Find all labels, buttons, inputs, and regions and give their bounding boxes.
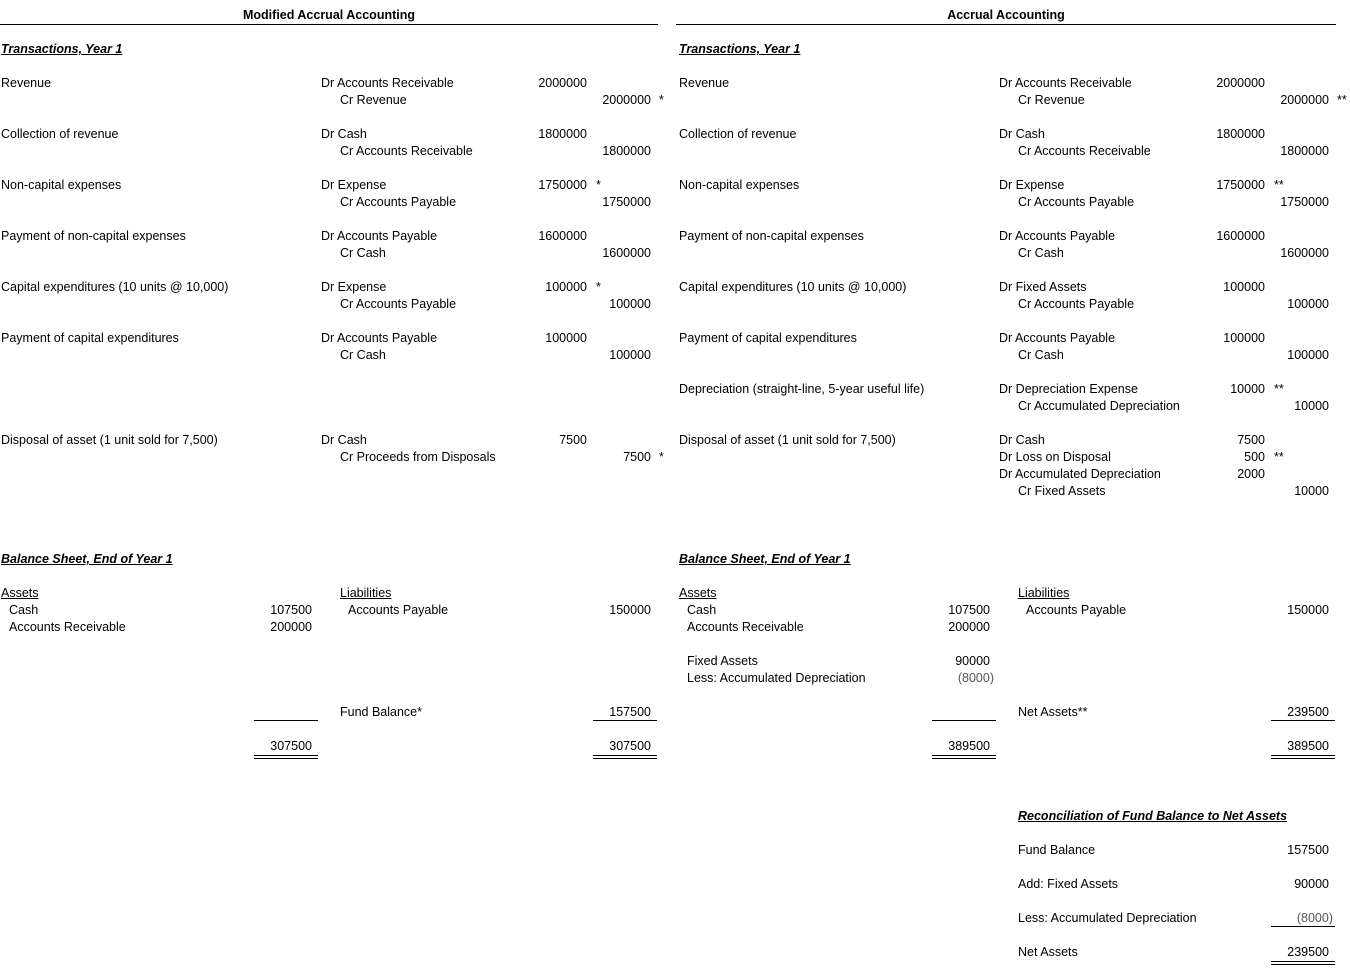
right-entry-cr-amount: 2000000 [1280, 93, 1329, 107]
right-entry-cr: Cr Cash [1018, 348, 1064, 362]
left-entry-desc: Payment of non-capital expenses [1, 229, 186, 243]
left-entry-dr-amount: 1600000 [538, 229, 587, 243]
left-fund-balance-value: 157500 [609, 705, 651, 719]
right-entry-dr-amount: 100000 [1223, 331, 1265, 345]
right-entry-cr-amount: 1600000 [1280, 246, 1329, 260]
right-entry-dr-amount: 1600000 [1216, 229, 1265, 243]
right-entry-desc: Collection of revenue [679, 127, 797, 141]
right-liab-total-double-rule [1271, 755, 1335, 759]
left-entry-cr-mark: * [659, 450, 664, 464]
left-entry-dr: Dr Cash [321, 127, 367, 141]
right-entry-dr-amount: 100000 [1223, 280, 1265, 294]
right-liab-total: 389500 [1287, 739, 1329, 753]
right-asset-value: 107500 [948, 603, 990, 617]
left-entry-cr: Cr Cash [340, 246, 386, 260]
left-entry-desc: Revenue [1, 76, 52, 90]
right-entry-dr: Dr Accounts Receivable [999, 76, 1132, 90]
recon-subtotal-rule [1271, 926, 1335, 927]
right-asset-value: 90000 [955, 654, 990, 668]
left-entry-dr-mark: * [596, 178, 601, 192]
right-entry-cr: Cr Accounts Receivable [1018, 144, 1151, 158]
left-entry-dr: Dr Accounts Payable [321, 229, 438, 243]
right-entry-dr-amount: 10000 [1230, 382, 1265, 396]
right-disposal-cr: Cr Fixed Assets [1018, 484, 1106, 498]
left-entry-desc: Capital expenditures (10 units @ 10,000) [1, 280, 229, 294]
left-liabilities-label: Liabilities [340, 586, 392, 600]
right-assets-total: 389500 [948, 739, 990, 753]
left-header-rule [0, 24, 658, 25]
left-entry-dr-amount: 100000 [545, 280, 587, 294]
right-entry-dr: Dr Accounts Payable [999, 331, 1116, 345]
right-entry-cr: Cr Accounts Payable [1018, 297, 1135, 311]
left-bs-title: Balance Sheet, End of Year 1 [1, 552, 173, 566]
left-assets-label: Assets [1, 586, 39, 600]
right-entry-desc: Depreciation (straight-line, 5-year useful life) [679, 382, 925, 396]
left-entry-cr-amount: 1800000 [602, 144, 651, 158]
left-entry-cr: Cr Cash [340, 348, 386, 362]
right-entry-dr-amount: 2000000 [1216, 76, 1265, 90]
right-net-assets-value: 239500 [1287, 705, 1329, 719]
right-entry-desc: Payment of capital expenditures [679, 331, 857, 345]
right-entry-dr: Dr Expense [999, 178, 1065, 192]
right-disposal-cr-amount: 10000 [1294, 484, 1329, 498]
left-entry-dr: Dr Cash [321, 433, 367, 447]
left-entry-dr-amount: 100000 [545, 331, 587, 345]
left-assets-total-double-rule [254, 755, 318, 759]
recon-title: Reconciliation of Fund Balance to Net Assets [1018, 809, 1288, 823]
left-transactions-title: Transactions, Year 1 [1, 42, 123, 56]
right-disposal-dr-mark: ** [1274, 450, 1284, 464]
left-entry-cr: Cr Accounts Receivable [340, 144, 473, 158]
right-liabilities-label: Liabilities [1018, 586, 1070, 600]
left-header: Modified Accrual Accounting [243, 8, 415, 22]
left-entry-cr: Cr Proceeds from Disposals [340, 450, 496, 464]
recon-row-value: (8000) [1296, 911, 1333, 925]
left-entry-dr-amount: 7500 [559, 433, 587, 447]
right-bs-title: Balance Sheet, End of Year 1 [679, 552, 851, 566]
left-entry-dr-amount: 1800000 [538, 127, 587, 141]
right-entry-dr: Dr Fixed Assets [999, 280, 1087, 294]
left-entry-desc: Payment of capital expenditures [1, 331, 179, 345]
right-entry-cr: Cr Accumulated Depreciation [1018, 399, 1180, 413]
left-asset-value: 200000 [270, 620, 312, 634]
right-entry-dr: Dr Depreciation Expense [999, 382, 1138, 396]
recon-row-value: 239500 [1287, 945, 1329, 959]
right-entry-dr: Dr Cash [999, 127, 1045, 141]
right-entry-cr-amount: 1750000 [1280, 195, 1329, 209]
right-header: Accrual Accounting [947, 8, 1065, 22]
right-entry-cr: Cr Revenue [1018, 93, 1085, 107]
left-entry-dr: Dr Accounts Payable [321, 331, 438, 345]
right-entry-cr-amount: 1800000 [1280, 144, 1329, 158]
right-entry-dr-mark: ** [1274, 178, 1284, 192]
right-entry-cr-mark: ** [1337, 93, 1347, 107]
left-liab-total-double-rule [593, 755, 657, 759]
left-entry-dr: Dr Expense [321, 178, 387, 192]
left-entry-desc: Disposal of asset (1 unit sold for 7,500) [1, 433, 218, 447]
right-net-assets-label: Net Assets** [1018, 705, 1088, 719]
left-entry-cr-amount: 1750000 [602, 195, 651, 209]
left-entry-dr: Dr Expense [321, 280, 387, 294]
right-liability-label: Accounts Payable [1026, 603, 1127, 617]
right-disposal-dr-amount: 500 [1244, 450, 1265, 464]
right-disposal-dr: Dr Accumulated Depreciation [999, 467, 1161, 481]
right-entry-dr-amount: 1800000 [1216, 127, 1265, 141]
right-asset-label: Accounts Receivable [687, 620, 804, 634]
right-entry-cr: Cr Accounts Payable [1018, 195, 1135, 209]
right-entry-desc: Revenue [679, 76, 730, 90]
right-assets-label: Assets [679, 586, 717, 600]
right-transactions-title: Transactions, Year 1 [679, 42, 801, 56]
left-entry-desc: Collection of revenue [1, 127, 119, 141]
left-asset-label: Cash [9, 603, 39, 617]
right-entry-desc: Non-capital expenses [679, 178, 800, 192]
right-asset-value: (8000) [957, 671, 994, 685]
right-asset-label: Fixed Assets [687, 654, 758, 668]
right-liab-subtotal-rule [1271, 720, 1335, 721]
left-entry-dr: Dr Accounts Receivable [321, 76, 454, 90]
left-fund-balance-label: Fund Balance* [340, 705, 423, 719]
left-entry-desc: Non-capital expenses [1, 178, 122, 192]
right-liability-value: 150000 [1287, 603, 1329, 617]
left-entry-cr-amount: 2000000 [602, 93, 651, 107]
left-asset-label: Accounts Receivable [9, 620, 126, 634]
left-entry-cr-amount: 100000 [609, 348, 651, 362]
recon-row-label: Less: Accumulated Depreciation [1018, 911, 1197, 925]
right-disposal-dr-amount: 7500 [1237, 433, 1265, 447]
left-assets-subtotal-rule [254, 720, 318, 721]
right-entry-cr-amount: 100000 [1287, 348, 1329, 362]
left-entry-cr: Cr Accounts Payable [340, 297, 457, 311]
left-entry-dr-amount: 2000000 [538, 76, 587, 90]
right-disposal-dr: Dr Cash [999, 433, 1045, 447]
recon-total-double-rule [1271, 961, 1335, 965]
left-liab-subtotal-rule [593, 720, 657, 721]
right-entry-dr: Dr Accounts Payable [999, 229, 1116, 243]
left-assets-total: 307500 [270, 739, 312, 753]
right-header-rule [676, 24, 1336, 25]
right-entry-cr: Cr Cash [1018, 246, 1064, 260]
right-disposal-desc: Disposal of asset (1 unit sold for 7,500) [679, 433, 896, 447]
recon-row-label: Add: Fixed Assets [1018, 877, 1119, 891]
right-asset-label: Less: Accumulated Depreciation [687, 671, 866, 685]
left-entry-cr: Cr Revenue [340, 93, 407, 107]
left-entry-dr-amount: 1750000 [538, 178, 587, 192]
right-disposal-dr-amount: 2000 [1237, 467, 1265, 481]
left-liability-value: 150000 [609, 603, 651, 617]
right-disposal-dr: Dr Loss on Disposal [999, 450, 1111, 464]
recon-row-value: 157500 [1287, 843, 1329, 857]
right-entry-cr-amount: 100000 [1287, 297, 1329, 311]
right-assets-subtotal-rule [932, 720, 996, 721]
left-liab-total: 307500 [609, 739, 651, 753]
left-entry-cr-mark: * [659, 93, 664, 107]
recon-row-label: Fund Balance [1018, 843, 1096, 857]
right-entry-cr-amount: 10000 [1294, 399, 1329, 413]
left-entry-dr-mark: * [596, 280, 601, 294]
left-asset-value: 107500 [270, 603, 312, 617]
right-asset-value: 200000 [948, 620, 990, 634]
right-entry-desc: Capital expenditures (10 units @ 10,000) [679, 280, 907, 294]
left-entry-cr-amount: 1600000 [602, 246, 651, 260]
recon-row-value: 90000 [1294, 877, 1329, 891]
left-entry-cr-amount: 7500 [623, 450, 651, 464]
right-entry-dr-mark: ** [1274, 382, 1284, 396]
recon-row-label: Net Assets [1018, 945, 1078, 959]
right-entry-desc: Payment of non-capital expenses [679, 229, 864, 243]
right-asset-label: Cash [687, 603, 717, 617]
left-liability-label: Accounts Payable [348, 603, 449, 617]
right-assets-total-double-rule [932, 755, 996, 759]
left-entry-cr-amount: 100000 [609, 297, 651, 311]
left-entry-cr: Cr Accounts Payable [340, 195, 457, 209]
right-entry-dr-amount: 1750000 [1216, 178, 1265, 192]
